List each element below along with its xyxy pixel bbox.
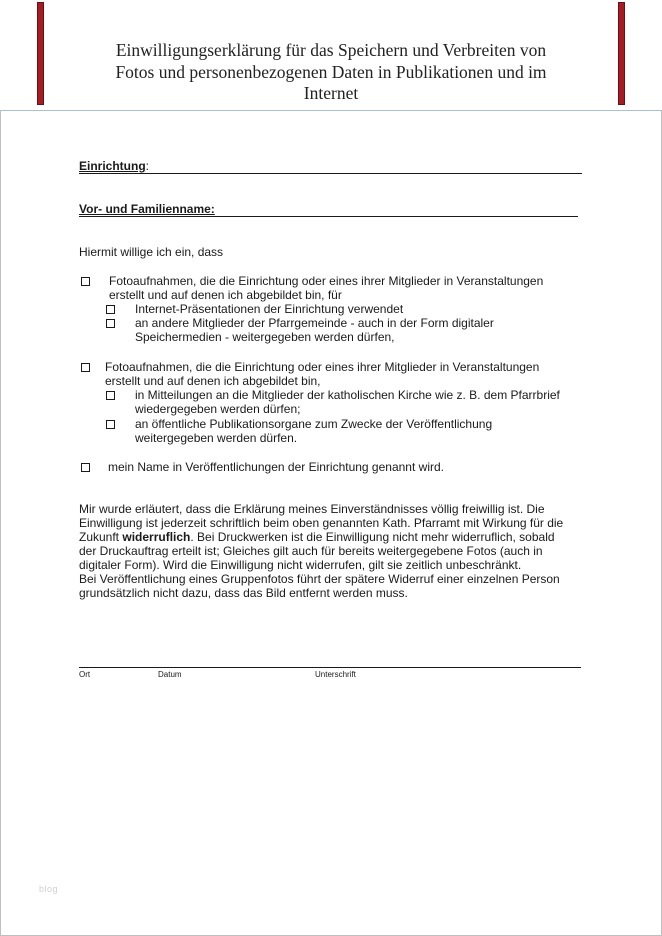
option3-line1: mein Name in Veröffentlichungen der Einrichtung genannt wird. [108, 460, 444, 474]
option2-sub1-checkbox[interactable] [106, 391, 115, 400]
einrichtung-colon: : [145, 159, 150, 173]
header-band [0, 0, 662, 110]
explanation-line6: Bei Veröffentlichung eines Gruppenfotos führt der spätere Widerruf einer einzelnen Person [79, 572, 560, 586]
title-line-2: Fotos und personenbezogenen Daten in Publikationen und im [115, 61, 547, 82]
option2-sub1-line2: wiedergegeben werden dürfen; [135, 402, 301, 416]
unterschrift-label: Unterschrift [315, 670, 356, 679]
option2-sub2-line1: an öffentliche Publikationsorgane zum Zwecke der Veröffentlichung [135, 417, 493, 431]
explanation-line4: der Druckauftrag erteilt ist; Gleiches gilt auch für bereits weitergegebene Fotos (auch in [79, 544, 543, 558]
einrichtung-field[interactable] [79, 159, 582, 174]
option2-line2: erstellt und auf denen ich abgebildet bin, [105, 374, 321, 388]
option3-checkbox[interactable] [81, 463, 90, 472]
option2-sub2-line2: weitergegeben werden dürfen. [135, 431, 298, 445]
explanation-line7: grundsätzlich nicht dazu, dass das Bild entfernt werden muss. [79, 586, 408, 600]
option1-sub1: Internet-Präsentationen der Einrichtung verwendet [135, 302, 404, 316]
title-line-1: Einwilligungserklärung für das Speichern und Verbreiten von [115, 40, 547, 60]
intro-text: Hiermit willige ich ein, dass [79, 245, 224, 259]
explanation-line3-end: . Bei Druckwerken ist die Einwilligung nicht mehr widerruflich, sobald [190, 530, 555, 544]
explanation-line2: Einwilligung ist jederzeit schriftlich beim oben genannten Kath. Pfarramt mit Wirkung für die [79, 516, 564, 530]
name-field[interactable] [79, 202, 578, 217]
option1-line2: erstellt und auf denen ich abgebildet bin, für [109, 288, 342, 302]
option2-line1: Fotoaufnahmen, die die Einrichtung oder eines ihrer Mitglieder in Veranstaltungen [105, 360, 540, 374]
einrichtung-label: Einrichtung [79, 159, 146, 173]
name-label: Vor- und Familienname: [79, 202, 215, 216]
signature-line[interactable] [79, 667, 581, 668]
option1-line1: Fotoaufnahmen, die die Einrichtung oder eines ihrer Mitglieder in Veranstaltungen [109, 274, 544, 288]
explanation-line3 [79, 530, 555, 544]
widerruflich-emphasis: widerruflich [122, 530, 191, 544]
option1-sub2-line1: an andere Mitglieder der Pfarrgemeinde - auch in der Form digitaler [135, 316, 494, 330]
title-line-3: Internet [303, 83, 359, 103]
option1-sub2-checkbox[interactable] [106, 319, 115, 328]
option2-sub1-line1: in Mitteilungen an die Mitglieder der katholischen Kirche wie z. B. dem Pfarrbrief [135, 388, 560, 402]
watermark: blog [39, 884, 59, 894]
option1-sub1-checkbox[interactable] [106, 305, 115, 314]
option2-sub2-checkbox[interactable] [106, 420, 115, 429]
option1-checkbox[interactable] [81, 277, 90, 286]
datum-label: Datum [158, 670, 182, 679]
header-divider [0, 110, 662, 111]
ort-label: Ort [79, 670, 91, 679]
right-red-bar [618, 2, 625, 105]
explanation-line1: Mir wurde erläutert, dass die Erklärung meines Einverständnisses völlig freiwillig ist. Die [79, 502, 545, 516]
explanation-line5: digitaler Form). Wird die Einwilligung nicht widerrufen, gilt sie zeitlich unbeschränkt. [79, 558, 522, 572]
document-title [60, 40, 602, 105]
left-red-bar [37, 2, 44, 105]
option2-checkbox[interactable] [81, 363, 90, 372]
explanation-line3-start: Zukunft [79, 530, 123, 544]
option1-sub2-line2: Speichermedien - weitergegeben werden dürfen, [135, 330, 395, 344]
